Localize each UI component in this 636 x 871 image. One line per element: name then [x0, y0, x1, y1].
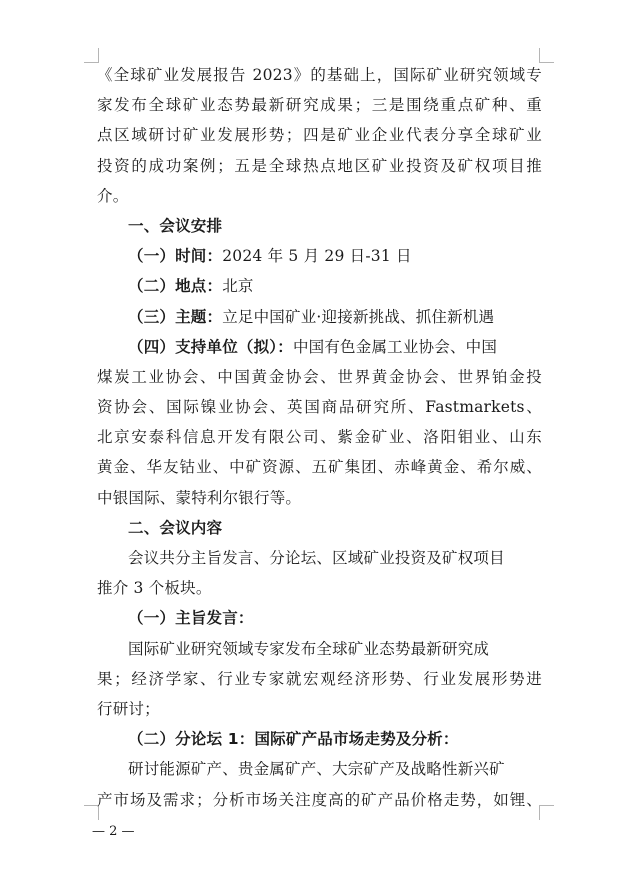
support-line-1: 煤炭工业协会、中国黄金协会、世界黄金协会、世界铂金投	[97, 367, 542, 386]
intro-line-4: 投资的成功案例；五是全球热点地区矿业投资及矿权项目推	[97, 156, 542, 175]
content-line-1: 会议共分主旨发言、分论坛、区域矿业投资及矿权项目	[128, 549, 505, 567]
theme-value: 立足中国矿业·迎接新挑战、抓住新机遇	[222, 307, 495, 326]
support-label: （四）支持单位（拟）：	[128, 337, 293, 356]
place-row	[97, 271, 542, 301]
forum-label: （二）分论坛 1：国际矿产品市场走势及分析：	[128, 730, 459, 749]
place-value: 北京	[222, 277, 254, 296]
intro-line-5: 介。	[97, 186, 129, 205]
support-line-3: 北京安泰科信息开发有限公司、紫金矿业、洛阳钼业、山东	[97, 428, 542, 447]
intro-line-3: 点区域研讨矿业发展形势；四是矿业企业代表分享全球矿业	[97, 126, 542, 145]
keynote-label: （一）主旨发言：	[128, 609, 254, 628]
keynote-line-3: 行研讨；	[97, 699, 160, 718]
forum-line-1: 研讨能源矿产、贵金属矿产、大宗矿产及战略性新兴矿	[128, 760, 505, 779]
theme-label: （三）主题：	[128, 307, 223, 326]
intro-line-2: 家发布全球矿业态势最新研究成果；三是围绕重点矿种、重	[97, 96, 542, 115]
time-value: 2024 年 5 月 29 日-31 日	[222, 247, 412, 266]
forum-line-2: 产市场及需求；分析市场关注度高的矿产品价格走势，如锂、	[97, 790, 542, 809]
section-2-title: 二、会议内容	[128, 518, 223, 537]
theme-row	[97, 302, 542, 332]
section-1-title: 一、会议安排	[128, 216, 223, 235]
support-row	[97, 332, 542, 362]
support-line-5: 中银国际、蒙特利尔银行等。	[97, 488, 302, 507]
support-line-4: 黄金、华友钴业、中矿资源、五矿集团、赤峰黄金、希尔威、	[97, 458, 542, 477]
time-row	[97, 241, 542, 271]
document-body	[97, 60, 542, 815]
keynote-line-1: 国际矿业研究领域专家发布全球矿业态势最新研究成	[128, 639, 490, 658]
intro-line-1: 《全球矿业发展报告 2023》的基础上，国际矿业研究领域专	[97, 66, 542, 84]
support-line-2: 资协会、国际镍业协会、英国商品研究所、Fastmarkets、	[97, 398, 542, 417]
keynote-line-2: 果；经济学家、行业专家就宏观经济形势、行业发展形势进	[97, 669, 542, 688]
place-label: （二）地点：	[128, 277, 223, 296]
content-line-2: 推介 3 个板块。	[97, 579, 212, 598]
time-label: （一）时间：	[128, 247, 223, 266]
support-first: 中国有色金属工业协会、中国	[292, 337, 498, 356]
page-number: — 2 —	[92, 824, 135, 839]
